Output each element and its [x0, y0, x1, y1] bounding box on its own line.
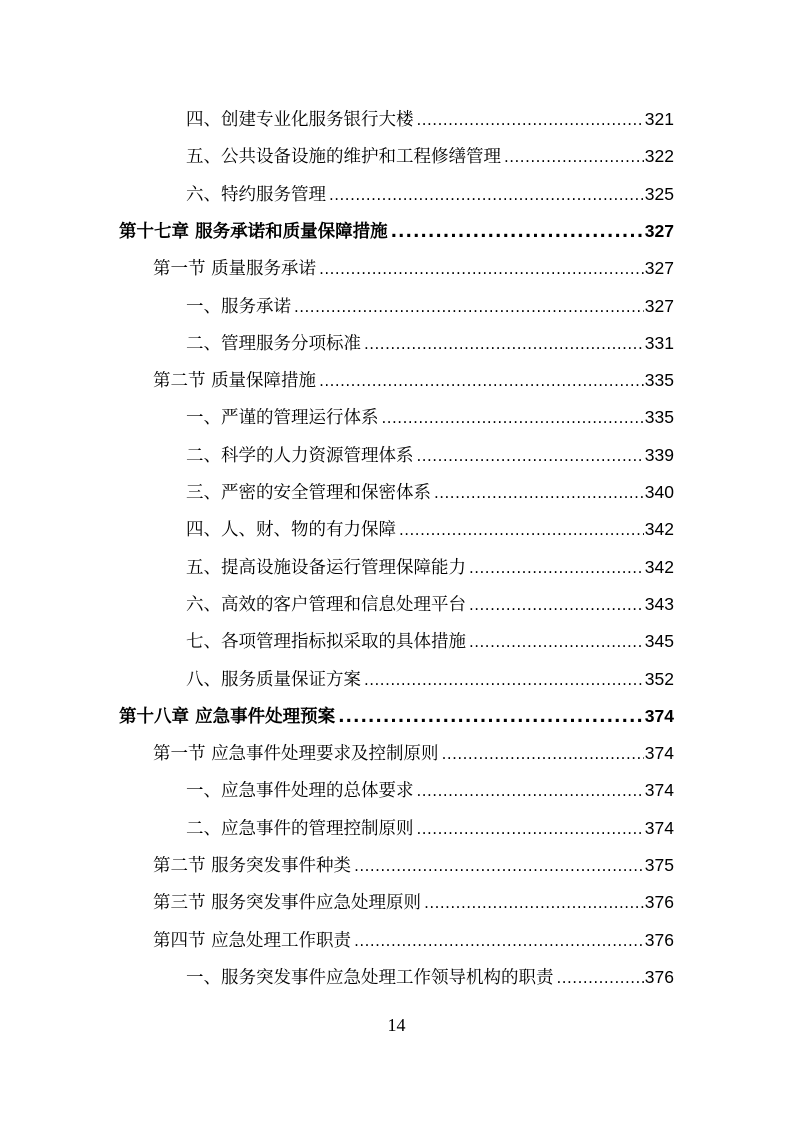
- dot-leader: [417, 811, 644, 848]
- toc-entry-page: 339: [644, 444, 674, 465]
- dot-leader: [504, 139, 644, 176]
- toc-entry[interactable]: [186, 325, 674, 362]
- dot-leader: [469, 587, 644, 624]
- toc-entry[interactable]: [186, 623, 674, 660]
- toc-entry[interactable]: [186, 549, 674, 586]
- toc-entry-page: 376: [644, 966, 674, 987]
- dot-leader: [469, 550, 644, 587]
- toc-entry-title: 一、严谨的管理运行体系: [186, 408, 379, 429]
- toc-entry-title: 第一节 应急事件处理要求及控制原则: [153, 744, 439, 765]
- toc-entry-title: 三、严密的安全管理和保密体系: [186, 483, 431, 503]
- toc-chapter-entry[interactable]: [119, 698, 674, 735]
- dot-leader: [391, 214, 644, 251]
- dot-leader: [399, 512, 644, 549]
- dot-leader: [434, 475, 644, 512]
- toc-entry-title: 八、服务质量保证方案: [186, 669, 361, 690]
- toc-entry-page: 374: [644, 705, 674, 726]
- toc-entry-title: 一、服务承诺: [186, 296, 291, 317]
- toc-entry-page: 335: [644, 370, 674, 391]
- dot-leader: [417, 438, 644, 475]
- toc-entry-page: 321: [644, 109, 674, 129]
- toc-chapter-entry[interactable]: [119, 213, 674, 250]
- toc-entry-title: 二、科学的人力资源管理体系: [186, 445, 414, 466]
- toc-entry[interactable]: [186, 661, 674, 698]
- toc-entry[interactable]: [186, 437, 674, 474]
- dot-leader: [417, 102, 644, 139]
- toc-entry-title: 二、管理服务分项标准: [186, 333, 361, 354]
- toc-entry-title: 四、人、财、物的有力保障: [186, 520, 396, 541]
- toc-entry[interactable]: [186, 586, 674, 623]
- toc-entry-page: 325: [644, 183, 674, 204]
- toc-entry[interactable]: [186, 511, 674, 548]
- toc-entry-title: 第十八章 应急事件处理预案: [119, 706, 336, 727]
- toc-entry[interactable]: [186, 288, 674, 325]
- toc-entry-title: 七、各项管理指标拟采取的具体措施: [186, 632, 466, 653]
- toc-entry-page: 342: [644, 519, 674, 540]
- toc-entry-title: 五、公共设备设施的维护和工程修缮管理: [186, 147, 501, 168]
- toc-entry-page: 352: [644, 668, 674, 689]
- toc-entry-title: 五、提高设施设备运行管理保障能力: [186, 557, 466, 578]
- dot-leader: [382, 400, 644, 437]
- dot-leader: [354, 923, 644, 960]
- toc-section-entry[interactable]: [153, 735, 674, 772]
- page-number: 14: [387, 1015, 406, 1035]
- toc-entry-title: 四、创建专业化服务银行大楼: [186, 110, 414, 130]
- toc-entry-title: 第一节 质量服务承诺: [153, 259, 317, 280]
- toc-section-entry[interactable]: [153, 250, 674, 287]
- toc-entry-title: 六、高效的客户管理和信息处理平台: [186, 594, 466, 615]
- toc-entry-title: 第十七章 服务承诺和质量保障措施: [119, 221, 388, 242]
- dot-leader: [319, 363, 644, 400]
- toc-entry-page: 322: [644, 146, 674, 167]
- dot-leader: [294, 289, 644, 326]
- toc-section-entry[interactable]: [153, 847, 674, 884]
- toc-entry-page: 345: [644, 631, 674, 652]
- toc-section-entry[interactable]: [153, 922, 674, 959]
- toc-entry-page: 331: [644, 332, 674, 353]
- toc-entry-page: 327: [644, 220, 674, 241]
- dot-leader: [417, 773, 644, 810]
- toc-entry-page: 343: [644, 593, 674, 614]
- toc-entry-title: 二、应急事件的管理控制原则: [186, 818, 414, 839]
- toc-entry-page: 374: [644, 743, 674, 764]
- toc-entry[interactable]: [186, 474, 674, 511]
- toc-entry[interactable]: [186, 176, 674, 213]
- dot-leader: [319, 251, 644, 288]
- dot-leader: [329, 177, 644, 214]
- toc-entry[interactable]: [186, 810, 674, 847]
- dot-leader: [364, 326, 644, 363]
- toc-section-entry[interactable]: [153, 362, 674, 399]
- toc-entry-page: 335: [644, 407, 674, 428]
- toc-entry[interactable]: [186, 138, 674, 175]
- dot-leader: [469, 624, 644, 661]
- dot-leader: [424, 885, 644, 922]
- toc-entry-title: 第二节 服务突发事件种类: [153, 856, 352, 876]
- dot-leader: [338, 699, 644, 736]
- dot-leader: [442, 736, 644, 773]
- toc-entry[interactable]: [186, 959, 674, 996]
- toc-entry-title: 一、应急事件处理的总体要求: [186, 781, 414, 802]
- toc-entry-title: 第二节 质量保障措施: [153, 371, 317, 392]
- toc-entry-page: 374: [644, 817, 674, 838]
- toc-entry-title: 第三节 服务突发事件应急处理原则: [153, 893, 422, 914]
- toc-entry-page: 327: [644, 295, 674, 316]
- toc-entry-page: 340: [644, 482, 674, 502]
- toc-entry-page: 342: [644, 556, 674, 577]
- dot-leader: [557, 960, 644, 997]
- toc-entry[interactable]: [186, 772, 674, 809]
- toc-entry-page: 327: [644, 258, 674, 279]
- toc-entry-title: 一、服务突发事件应急处理工作领导机构的职责: [186, 967, 554, 988]
- toc-entry-page: 376: [644, 892, 674, 913]
- toc-entry-title: 六、特约服务管理: [186, 184, 326, 205]
- dot-leader: [364, 662, 644, 699]
- toc-entry-page: 376: [644, 929, 674, 950]
- dot-leader: [354, 848, 644, 885]
- toc-section-entry[interactable]: [153, 884, 674, 921]
- toc-entry-title: 第四节 应急处理工作职责: [153, 930, 352, 951]
- toc-entry-page: 375: [644, 855, 674, 875]
- toc-entry-page: 374: [644, 780, 674, 801]
- toc-entry[interactable]: [186, 399, 674, 436]
- toc-entry[interactable]: [186, 101, 674, 138]
